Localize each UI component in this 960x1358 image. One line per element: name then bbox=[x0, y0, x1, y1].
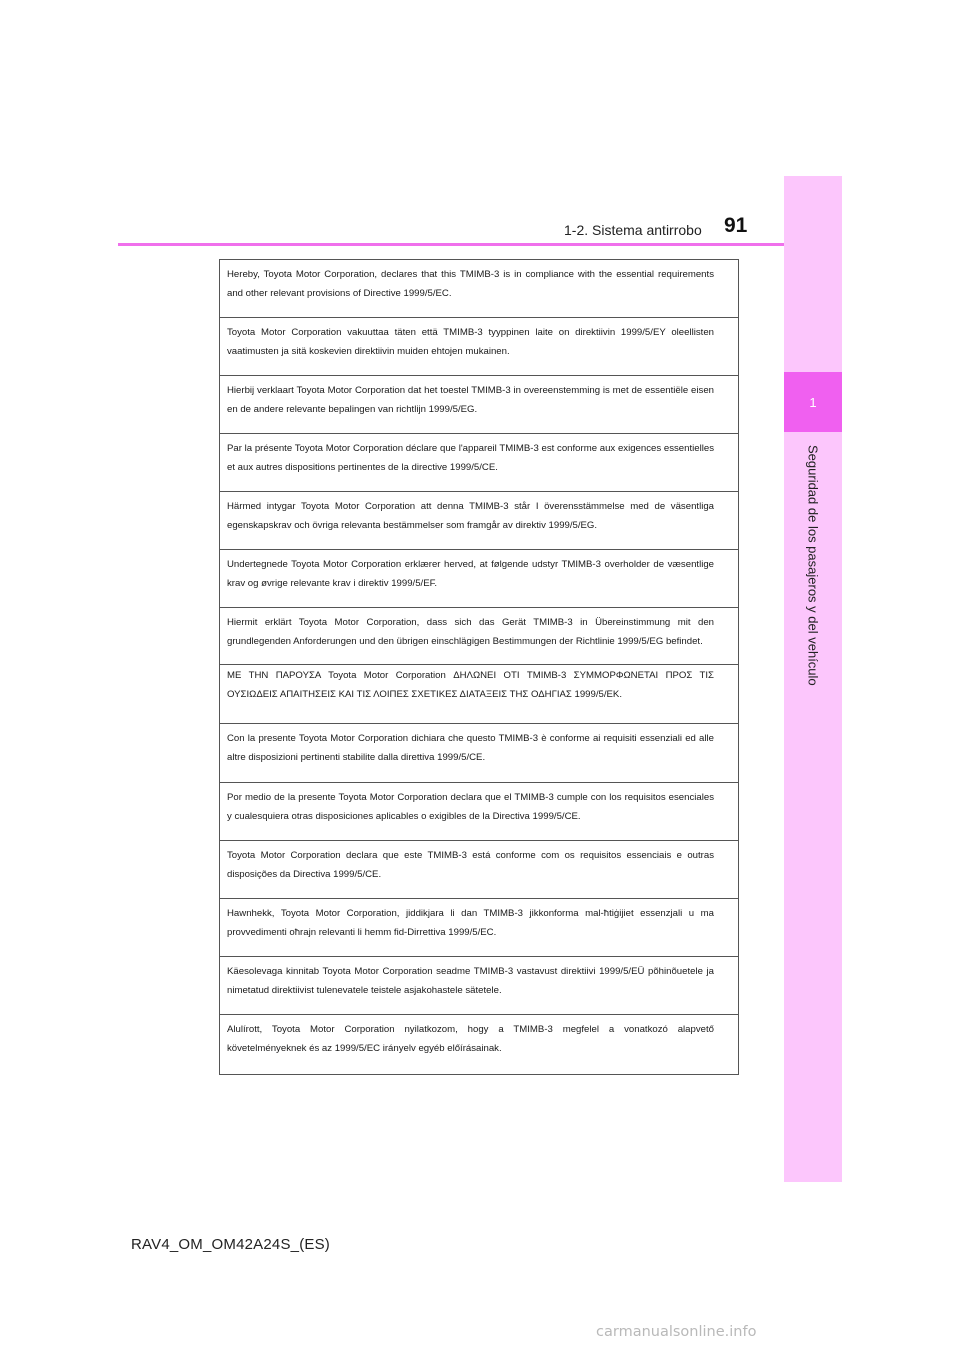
section-title: 1-2. Sistema antirrobo bbox=[564, 222, 702, 238]
header-rule bbox=[118, 243, 784, 246]
declaration-hu: Alulírott, Toyota Motor Corporation nyilatkozom, hogy a TMIMB-3 megfelel a vonatkozó alapvető követelményeknek és az 1999/5/EC irányelv egyéb előírásainak. bbox=[227, 1024, 714, 1054]
chapter-title: Seguridad de los pasajeros y del vehículo bbox=[805, 444, 821, 686]
page-number: 91 bbox=[724, 214, 748, 237]
declaration-pt: Toyota Motor Corporation declara que este TMIMB-3 está conforme com os requisitos essenciais e outras disposições da Directiva 1999/5/CE. bbox=[220, 841, 738, 899]
document-code: RAV4_OM_OM42A24S_(ES) bbox=[131, 1236, 331, 1253]
declaration-de: Hiermit erklärt Toyota Motor Corporation, dass sich das Gerät TMIMB-3 in Übereinstimmung mit den grundlegenden Anforderungen und den übrigen einschlägigen Bestimmungen der Richtlinie 1999/5/EG befindet. bbox=[220, 608, 738, 665]
declaration-fr: Par la présente Toyota Motor Corporation déclare que l'appareil TMIMB-3 est conforme aux exigences essentielles et aux autres dispositions pertinentes de la directive 1999/5/CE. bbox=[220, 434, 738, 492]
watermark: carmanualsonline.info bbox=[596, 1324, 757, 1340]
declarations-table bbox=[219, 259, 739, 1075]
chapter-title-label bbox=[784, 440, 842, 690]
declaration-et: Käesolevaga kinnitab Toyota Motor Corporation seadme TMIMB-3 vastavust direktiivi 1999/5/EÜ põhinõuetele ja nimetatud direktiivist tulenevatele teistele asjakohastele sätetele. bbox=[220, 957, 738, 1015]
declaration-es: Por medio de la presente Toyota Motor Corporation declara que el TMIMB-3 cumple con los requisitos esenciales y cualesquiera otras disposiciones aplicables o exigibles de la Directiva 1999/5/CE. bbox=[220, 783, 738, 841]
declaration-en: Hereby, Toyota Motor Corporation, declares that this TMIMB-3 is in compliance with the essential requirements and other relevant provisions of Directive 1999/5/EC. bbox=[220, 260, 738, 318]
declaration-nl: Hierbij verklaart Toyota Motor Corporation dat het toestel TMIMB-3 in overeenstemming is met de essentiële eisen en de andere relevante bepalingen van richtlijn 1999/5/EG. bbox=[220, 376, 738, 434]
chapter-number: 1 bbox=[809, 394, 817, 410]
declaration-it: Con la presente Toyota Motor Corporation dichiara che questo TMIMB-3 è conforme ai requisiti essenziali ed alle altre disposizioni pertinenti stabilite dalla direttiva 1999/5/CE. bbox=[220, 724, 738, 783]
declaration-mt: Hawnhekk, Toyota Motor Corporation, jiddikjara li dan TMIMB-3 jikkonforma mal-ħtiġijiet essenzjali u ma provvedimenti oħrajn relevanti li hemm fid-Dirrettiva 1999/5/EC. bbox=[220, 899, 738, 957]
declaration-sv: Härmed intygar Toyota Motor Corporation att denna TMIMB-3 står I överensstämmelse med de väsentliga egenskapskrav och övriga relevanta bestämmelser som framgår av direktiv 1999/5/EG. bbox=[220, 492, 738, 550]
declaration-fi: Toyota Motor Corporation vakuuttaa täten että TMIMB-3 tyyppinen laite on direktiivin 1999/5/EY oleellisten vaatimusten ja sitä koskevien direktiivin muiden ehtojen mukainen. bbox=[220, 318, 738, 376]
chapter-number-tab[interactable] bbox=[784, 372, 842, 432]
declaration-el: ΜΕ ΤΗΝ ΠΑΡΟΥΣΑ Toyota Motor Corporation ΔΗΛΩΝΕΙ ΟΤΙ TMIMB-3 ΣΥΜΜΟΡΦΩΝΕΤΑΙ ΠΡΟΣ ΤΙΣ ΟΥΣΙΩΔΕΙΣ ΑΠΑΙΤΗΣΕΙΣ ΚΑΙ ΤΙΣ ΛΟΙΠΕΣ ΣΧΕΤΙΚΕΣ ΔΙΑΤΑΞΕΙΣ ΤΗΣ ΟΔΗΓΙΑΣ 1999/5/ΕΚ. bbox=[220, 665, 738, 724]
declaration-da: Undertegnede Toyota Motor Corporation erklærer herved, at følgende udstyr TMIMB-3 overholder de væsentlige krav og øvrige relevante krav i direktiv 1999/5/EF. bbox=[220, 550, 738, 608]
